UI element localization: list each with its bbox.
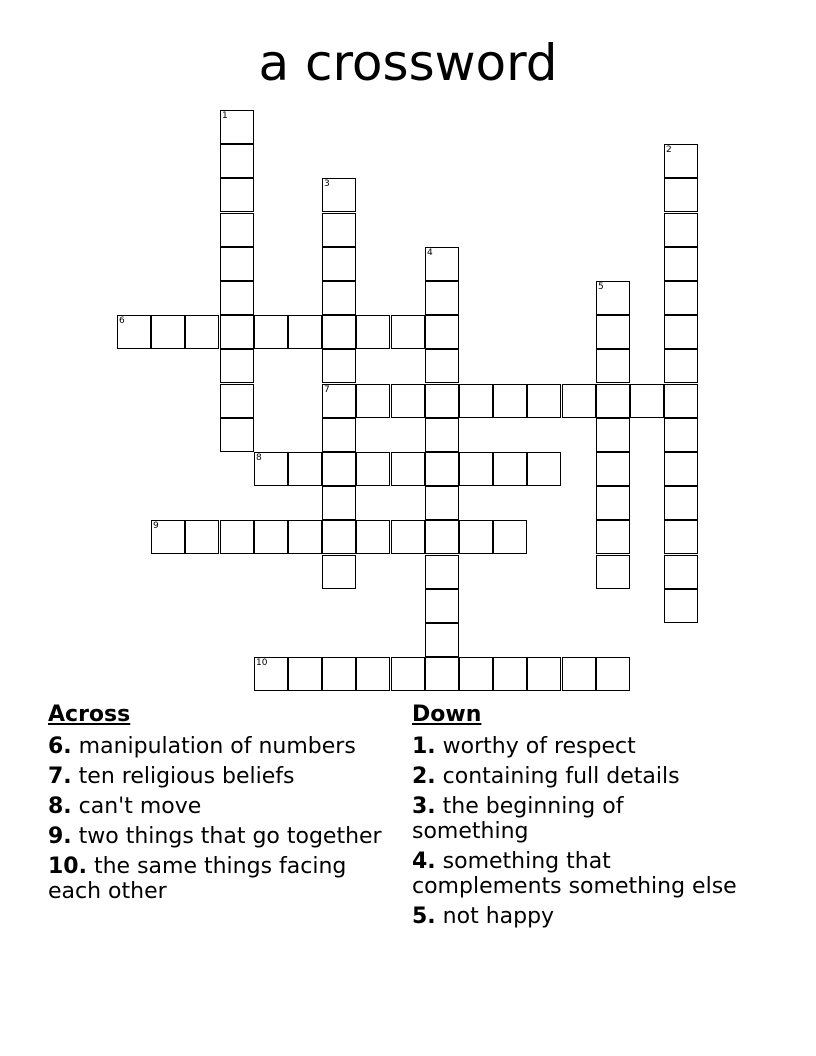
grid-cell[interactable] (596, 315, 630, 349)
grid-cell[interactable] (664, 247, 698, 281)
grid-cell[interactable] (220, 349, 254, 383)
clue-text: containing full details (435, 764, 680, 789)
grid-cell[interactable] (220, 213, 254, 247)
grid-cell[interactable] (220, 247, 254, 281)
clue-number: 2. (412, 764, 436, 789)
grid-cell[interactable] (322, 247, 356, 281)
cell-number: 3 (324, 179, 330, 189)
clue-down-1 (412, 734, 742, 759)
grid-cell[interactable] (322, 657, 356, 691)
grid-cell[interactable] (356, 520, 390, 554)
clue-number: 3. (412, 794, 436, 819)
grid-cell[interactable] (493, 452, 527, 486)
grid-cell[interactable] (254, 520, 288, 554)
clue-down-2 (412, 764, 742, 789)
clue-down-3 (412, 794, 742, 844)
grid-cell[interactable] (288, 452, 322, 486)
grid-cell[interactable] (562, 384, 596, 418)
down-clues (412, 702, 742, 934)
cell-number: 4 (427, 248, 433, 258)
cell-number: 10 (256, 658, 268, 668)
grid-cell[interactable] (596, 418, 630, 452)
grid-cell[interactable] (664, 418, 698, 452)
grid-cell[interactable] (425, 486, 459, 520)
clue-down-5 (412, 904, 742, 929)
grid-cell[interactable] (596, 349, 630, 383)
grid-cell[interactable] (185, 315, 219, 349)
grid-cell[interactable] (425, 247, 459, 281)
grid-cell[interactable] (596, 281, 630, 315)
grid-cell[interactable] (630, 384, 664, 418)
cell-number: 6 (119, 316, 125, 326)
clue-number: 1. (412, 734, 436, 759)
grid-cell[interactable] (356, 657, 390, 691)
grid-cell[interactable] (459, 657, 493, 691)
grid-cell[interactable] (288, 315, 322, 349)
grid-cell[interactable] (664, 520, 698, 554)
clue-across-6 (48, 734, 398, 759)
grid-cell[interactable] (527, 452, 561, 486)
clue-text: not happy (435, 904, 555, 929)
grid-cell[interactable] (288, 657, 322, 691)
clue-number: 10. (48, 854, 87, 879)
down-heading: Down (412, 702, 482, 727)
grid-cell[interactable] (459, 520, 493, 554)
grid-cell[interactable] (322, 315, 356, 349)
grid-cell[interactable] (425, 452, 459, 486)
grid-cell[interactable] (425, 315, 459, 349)
grid-cell[interactable] (425, 384, 459, 418)
grid-cell[interactable] (322, 555, 356, 589)
grid-cell[interactable] (664, 452, 698, 486)
clue-text: two things that go together (71, 824, 382, 849)
grid-cell[interactable] (596, 657, 630, 691)
grid-cell[interactable] (391, 657, 425, 691)
cell-number: 1 (222, 111, 228, 121)
grid-cell[interactable] (356, 384, 390, 418)
clue-text: the same things facing each other (48, 854, 347, 904)
grid-cell[interactable] (425, 589, 459, 623)
grid-cell[interactable] (322, 520, 356, 554)
page-title: a crossword (258, 34, 558, 92)
grid-cell[interactable] (391, 384, 425, 418)
grid-cell[interactable] (322, 418, 356, 452)
cell-number: 7 (324, 385, 330, 395)
grid-cell[interactable] (664, 384, 698, 418)
grid-cell[interactable] (356, 452, 390, 486)
grid-cell[interactable] (220, 178, 254, 212)
clue-text: manipulation of numbers (71, 734, 356, 759)
clue-number: 5. (412, 904, 436, 929)
cell-number: 5 (598, 282, 604, 292)
grid-cell[interactable] (596, 520, 630, 554)
grid-cell[interactable] (493, 657, 527, 691)
clue-number: 7. (48, 764, 72, 789)
cell-number: 9 (153, 521, 159, 531)
clue-across-8 (48, 794, 398, 819)
grid-cell[interactable] (493, 520, 527, 554)
grid-cell[interactable] (220, 520, 254, 554)
grid-cell[interactable] (425, 520, 459, 554)
grid-cell[interactable] (459, 384, 493, 418)
grid-cell[interactable] (356, 315, 390, 349)
grid-cell[interactable] (664, 315, 698, 349)
clue-number: 8. (48, 794, 72, 819)
clue-across-7 (48, 764, 398, 789)
clue-across-9 (48, 824, 398, 849)
grid-cell[interactable] (151, 520, 185, 554)
grid-cell[interactable] (220, 281, 254, 315)
cell-number: 2 (666, 145, 672, 155)
grid-cell[interactable] (596, 452, 630, 486)
grid-cell[interactable] (425, 657, 459, 691)
grid-cell[interactable] (322, 486, 356, 520)
clue-text: the beginning of something (412, 794, 624, 844)
grid-cell[interactable] (322, 213, 356, 247)
grid-cell[interactable] (664, 589, 698, 623)
grid-cell[interactable] (425, 418, 459, 452)
across-heading: Across (48, 702, 131, 727)
grid-cell[interactable] (664, 144, 698, 178)
grid-cell[interactable] (220, 144, 254, 178)
grid-cell[interactable] (151, 315, 185, 349)
grid-cell[interactable] (664, 178, 698, 212)
grid-cell[interactable] (425, 349, 459, 383)
grid-cell[interactable] (254, 315, 288, 349)
clue-text: ten religious beliefs (71, 764, 295, 789)
grid-cell[interactable] (391, 315, 425, 349)
grid-cell[interactable] (322, 452, 356, 486)
grid-cell[interactable] (391, 520, 425, 554)
grid-cell[interactable] (562, 657, 596, 691)
grid-cell[interactable] (322, 384, 356, 418)
grid-cell[interactable] (664, 555, 698, 589)
cell-number: 8 (256, 453, 262, 463)
clue-text: worthy of respect (435, 734, 636, 759)
grid-cell[interactable] (664, 281, 698, 315)
across-clues (48, 702, 398, 909)
grid-cell[interactable] (322, 281, 356, 315)
grid-cell[interactable] (596, 486, 630, 520)
clue-number: 4. (412, 849, 436, 874)
grid-cell[interactable] (664, 486, 698, 520)
grid-cell[interactable] (117, 315, 151, 349)
grid-cell[interactable] (596, 555, 630, 589)
clue-across-10 (48, 854, 398, 904)
clue-text: can't move (71, 794, 202, 819)
grid-cell[interactable] (664, 349, 698, 383)
clue-down-4 (412, 849, 742, 899)
grid-cell[interactable] (664, 213, 698, 247)
grid-cell[interactable] (322, 178, 356, 212)
grid-cell[interactable] (322, 349, 356, 383)
clue-number: 6. (48, 734, 72, 759)
grid-cell[interactable] (527, 384, 561, 418)
grid-cell[interactable] (220, 110, 254, 144)
grid-cell[interactable] (254, 452, 288, 486)
grid-cell[interactable] (493, 384, 527, 418)
grid-cell[interactable] (425, 281, 459, 315)
grid-cell[interactable] (425, 623, 459, 657)
grid-cell[interactable] (425, 555, 459, 589)
grid-cell[interactable] (596, 384, 630, 418)
grid-cell[interactable] (185, 520, 219, 554)
grid-cell[interactable] (459, 452, 493, 486)
grid-cell[interactable] (391, 452, 425, 486)
grid-cell[interactable] (254, 657, 288, 691)
grid-cell[interactable] (527, 657, 561, 691)
clue-number: 9. (48, 824, 72, 849)
clue-text: something that complements something else (412, 849, 737, 899)
grid-cell[interactable] (220, 418, 254, 452)
grid-cell[interactable] (220, 315, 254, 349)
grid-cell[interactable] (220, 384, 254, 418)
grid-cell[interactable] (288, 520, 322, 554)
